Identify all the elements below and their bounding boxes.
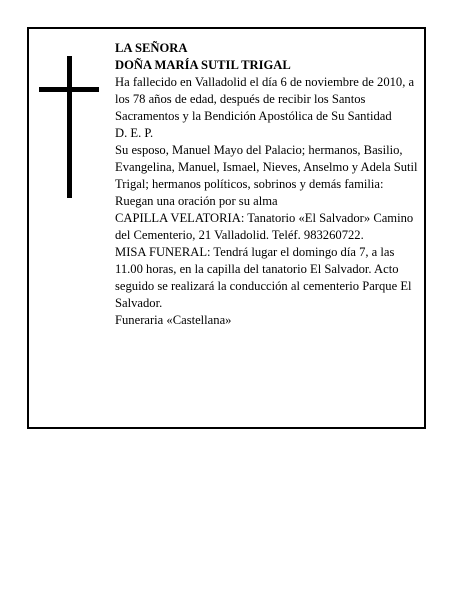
death-announcement: Ha fallecido en Valladolid el día 6 de noviembre de 2010, a los 78 años de edad, después de recibir los Santos Sacramentos y la Bendición Apostólica de Su Santidad (115, 75, 415, 123)
mass-info: MISA FUNERAL: Tendrá lugar el domingo día 7, a las 11.00 horas, en la capilla del tanatorio El Salvador. Acto seguido se realizará la conducción al cementerio Parque El Salvador. (115, 245, 412, 310)
chapel-info: CAPILLA VELATORIA: Tanatorio «El Salvador» Camino del Cementerio, 21 Valladolid. Teléf. 983260722. (115, 211, 414, 242)
dep-line: D. E. P. (115, 126, 154, 140)
notice-heading: LA SEÑORA (115, 41, 188, 55)
cross-icon (67, 56, 72, 198)
obituary-notice (27, 27, 426, 429)
family-paragraph: Su esposo, Manuel Mayo del Palacio; hermanos, Basilio, Evangelina, Manuel, Ismael, Nieves, Anselmo y Adela Sutil Trigal; hermanos políticos, sobrinos y demás familia: (115, 143, 418, 191)
notice-text (115, 40, 423, 329)
deceased-name: DOÑA MARÍA SUTIL TRIGAL (115, 58, 291, 72)
cross-icon-bar (39, 87, 99, 92)
prayer-line: Ruegan una oración por su alma (115, 194, 278, 208)
funeral-home: Funeraria «Castellana» (115, 313, 232, 327)
